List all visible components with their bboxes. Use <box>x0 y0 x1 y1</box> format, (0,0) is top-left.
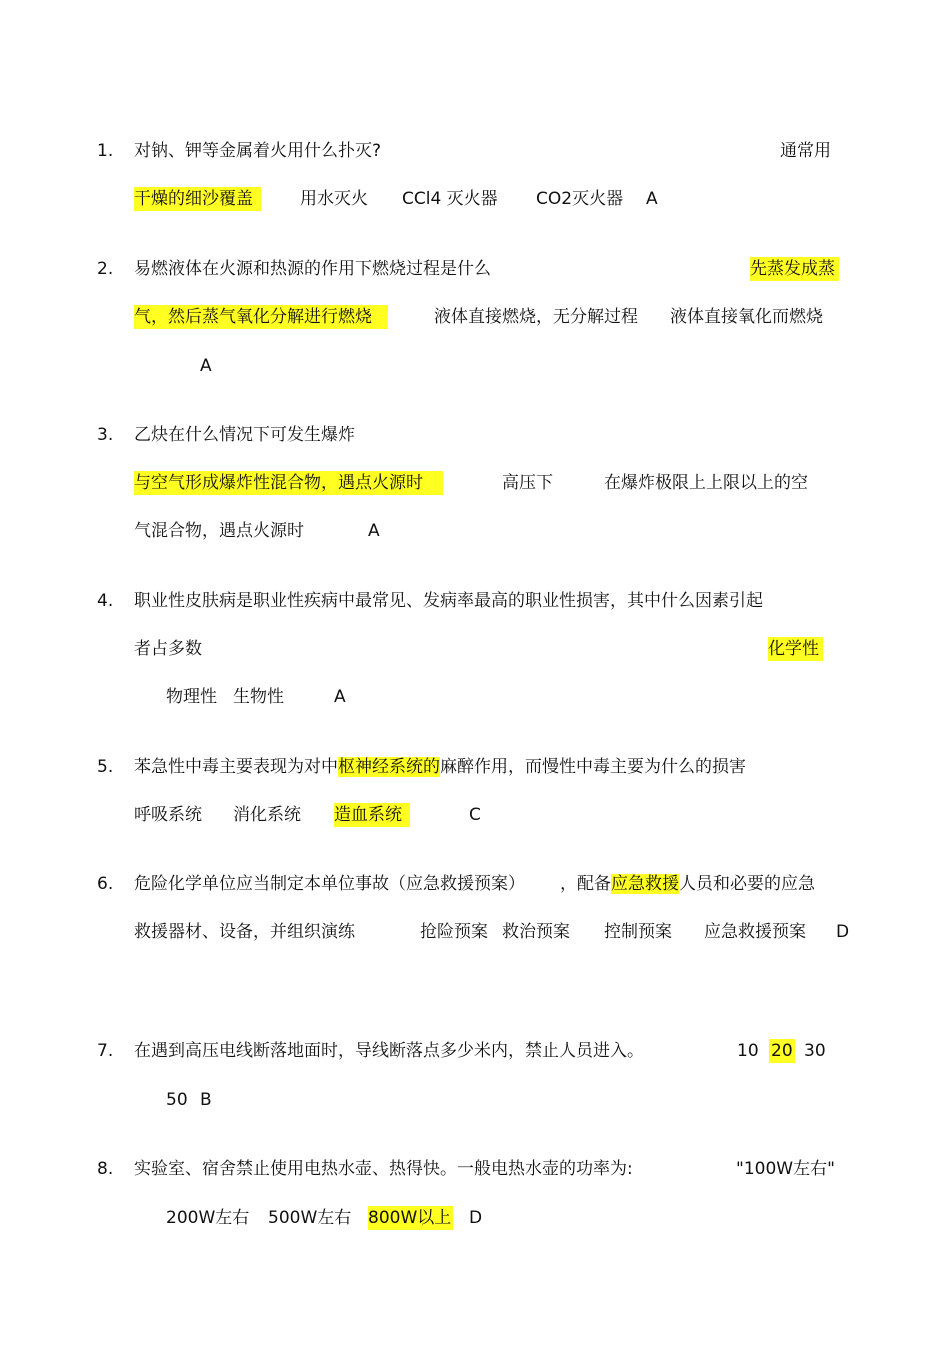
q7-text: 在遇到高压电线断落地面时，导线断落点多少米内，禁止人员进入。 <box>134 1041 644 1061</box>
q7-number: 7. <box>97 1041 114 1061</box>
q1-text-right: 通常用 <box>780 141 831 161</box>
q7-option-c: 30 <box>804 1041 826 1061</box>
q5-text-b: 麻醉作用，而慢性中毒主要为什么的损害 <box>440 757 746 777</box>
q5-option-a: 呼吸系统 <box>134 805 202 825</box>
q4-option-b: 物理性 <box>166 687 217 707</box>
q6-option-c: 控制预案 <box>604 922 672 942</box>
q2-answer: A <box>200 356 212 376</box>
q3-number: 3. <box>97 425 114 445</box>
q5-number: 5. <box>97 757 114 777</box>
q6-answer: D <box>836 922 850 942</box>
q6-text-line2: 救援器材、设备，并组织演练 <box>134 922 355 942</box>
q7-option-b-highlighted: 20 <box>771 1041 793 1061</box>
q2-text: 易燃液体在火源和热源的作用下燃烧过程是什么 <box>134 259 491 279</box>
q1-option-b: 用水灭火 <box>300 189 368 209</box>
q8-number: 8. <box>97 1159 114 1179</box>
q6-option-a: 抢险预案 <box>420 922 488 942</box>
q1-text: 对钠、钾等金属着火用什么扑灭? <box>134 141 382 161</box>
q8-option-d-highlighted: 800W以上 <box>368 1208 452 1228</box>
q6-number: 6. <box>97 874 114 894</box>
q4-text: 职业性皮肤病是职业性疾病中最常见、发病率最高的职业性损害，其中什么因素引起 <box>134 591 763 611</box>
q6-option-d: 应急救援预案 <box>704 922 806 942</box>
q6-text <box>560 872 815 896</box>
q1-option-d: CO2灭火器 <box>536 189 624 209</box>
q1-number: 1. <box>97 141 114 161</box>
q5-text-a: 苯急性中毒主要表现为对中 <box>134 757 338 777</box>
q7-option-d: 50 <box>166 1090 188 1110</box>
q5-text <box>134 755 746 779</box>
q8-option-b: 200W左右 <box>166 1208 250 1228</box>
q6-text-a: 危险化学单位应当制定本单位事故（应急救援预案） <box>134 874 525 894</box>
q5-option-b: 消化系统 <box>233 805 301 825</box>
q8-option-a: "100W左右" <box>736 1159 835 1179</box>
q8-option-c: 500W左右 <box>268 1208 352 1228</box>
q1-option-c: CCl4 灭火器 <box>402 189 498 209</box>
q7-option-a: 10 <box>737 1041 759 1061</box>
q1-answer: A <box>646 189 658 209</box>
q6-text-b: ，配备 <box>560 874 611 894</box>
q3-option-a-highlighted: 与空气形成爆炸性混合物，遇点火源时 <box>134 471 443 495</box>
q4-option-a-highlighted: 化学性 <box>768 637 823 661</box>
q3-answer: A <box>368 521 380 541</box>
q5-text-highlight: 枢神经系统的 <box>338 757 440 777</box>
q7-answer: B <box>200 1090 212 1110</box>
q4-number: 4. <box>97 591 114 611</box>
q2-highlight-part1: 先蒸发成蒸 <box>750 257 839 281</box>
q2-highlight-part2: 气，然后蒸气氧化分解进行燃烧 <box>134 305 388 329</box>
q5-answer: C <box>469 805 481 825</box>
q2-number: 2. <box>97 259 114 279</box>
q4-option-c: 生物性 <box>233 687 284 707</box>
q2-option-b: 液体直接燃烧，无分解过程 <box>434 307 638 327</box>
q3-option-c-continued: 气混合物，遇点火源时 <box>134 521 304 541</box>
q8-text: 实验室、宿舍禁止使用电热水壶、热得快。一般电热水壶的功率为: <box>134 1159 633 1179</box>
q1-option-a-highlighted: 干燥的细沙覆盖 <box>134 187 261 211</box>
q3-text: 乙炔在什么情况下可发生爆炸 <box>134 425 355 445</box>
q2-option-c: 液体直接氧化而燃烧 <box>670 307 823 327</box>
q3-option-b: 高压下 <box>502 473 553 493</box>
q6-option-b: 救治预案 <box>502 922 570 942</box>
q4-answer: A <box>334 687 346 707</box>
q8-answer: D <box>469 1208 483 1228</box>
q4-text-line2: 者占多数 <box>134 639 202 659</box>
q6-text-highlight: 应急救援 <box>611 874 679 894</box>
q6-text-c: 人员和必要的应急 <box>679 874 815 894</box>
q5-option-c-highlighted: 造血系统 <box>334 803 410 827</box>
q3-option-c: 在爆炸极限上上限以上的空 <box>604 473 808 493</box>
